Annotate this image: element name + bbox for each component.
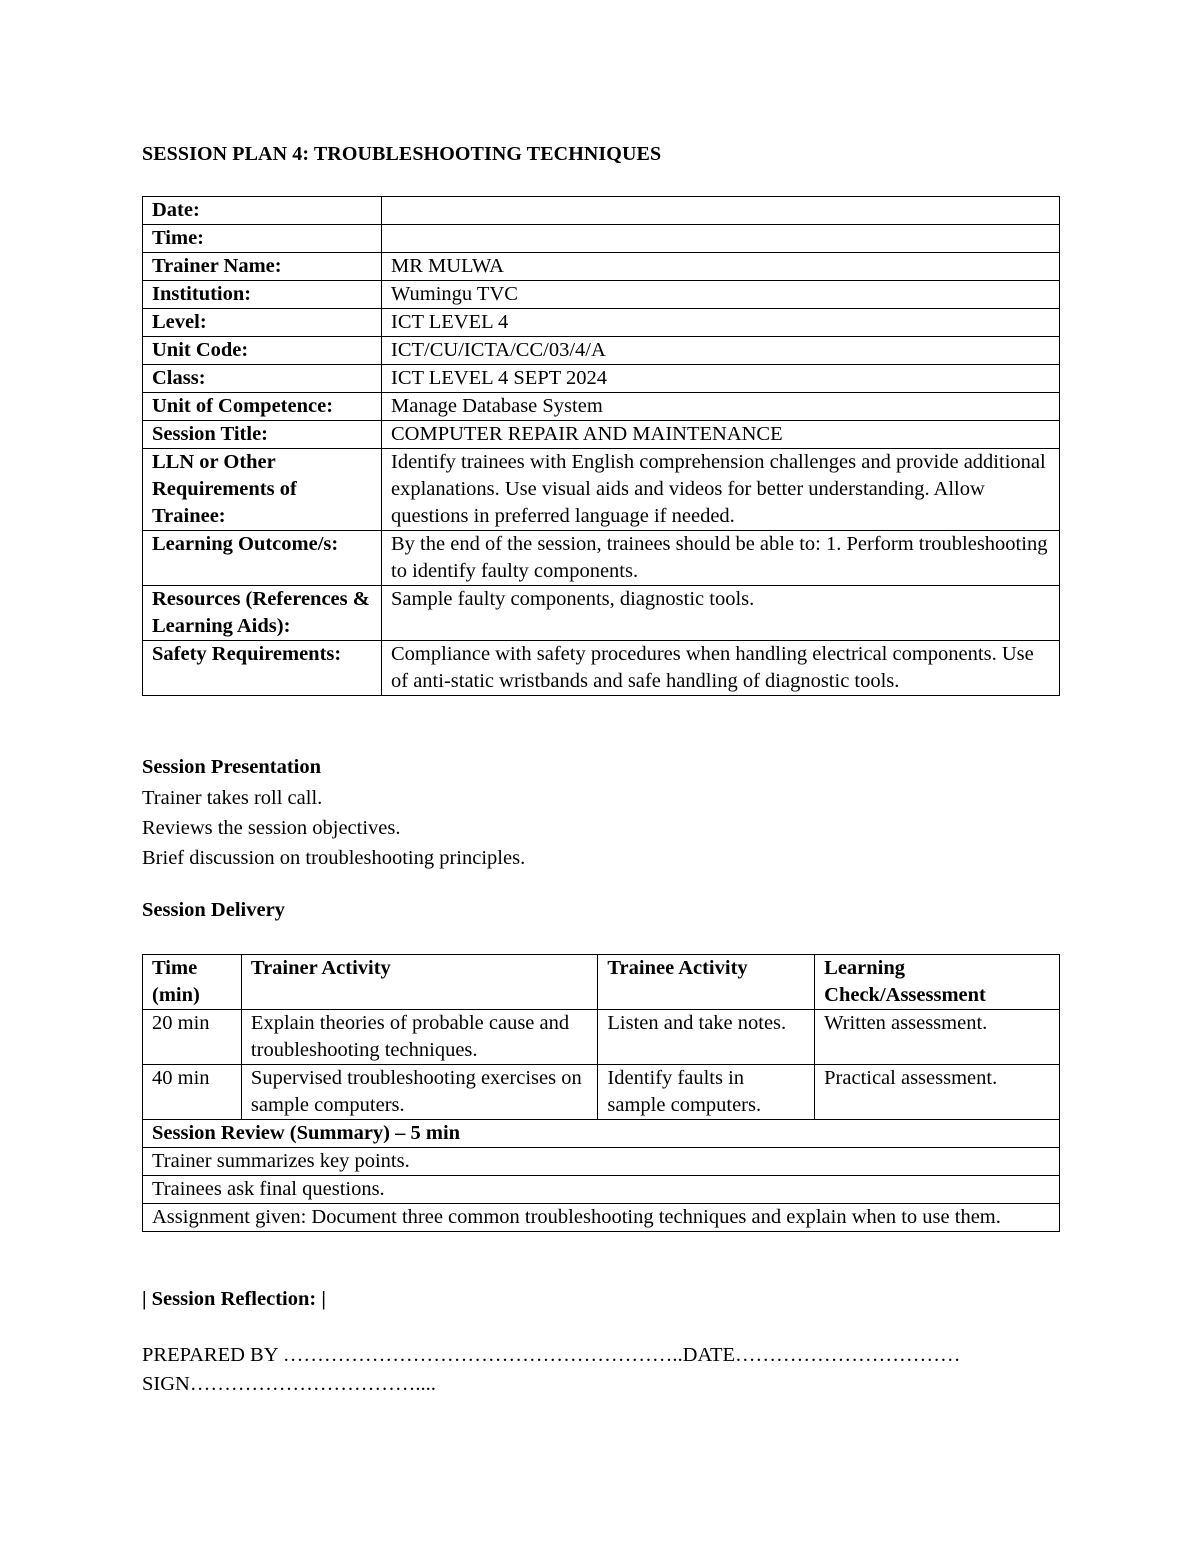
- delivery-header-row: [143, 955, 1060, 1010]
- review-row: [143, 1204, 1060, 1232]
- info-row-institution: [143, 281, 1060, 309]
- info-label: Learning Outcome/s:: [143, 531, 382, 586]
- cell-trainee-activity: Identify faults in sample computers.: [598, 1065, 815, 1120]
- column-header-time: Time (min): [143, 955, 242, 1010]
- review-line: Trainees ask final questions.: [143, 1176, 1060, 1204]
- session-delivery-heading: Session Delivery: [142, 899, 285, 921]
- info-row-date: [143, 197, 1060, 225]
- info-row-lln-requirements: [143, 449, 1060, 531]
- assignment-line: Assignment given: Document three common troubleshooting techniques and explain when to use them.: [143, 1204, 1060, 1232]
- review-row: [143, 1176, 1060, 1204]
- info-label: Class:: [143, 365, 382, 393]
- info-row-class: [143, 365, 1060, 393]
- column-header-learning-check: Learning Check/Assessment: [815, 955, 1060, 1010]
- info-row-resources: [143, 586, 1060, 641]
- info-label: Level:: [143, 309, 382, 337]
- info-row-learning-outcomes: [143, 531, 1060, 586]
- info-value: [382, 225, 1060, 253]
- info-row-safety-requirements: [143, 641, 1060, 696]
- info-value: Sample faulty components, diagnostic tools.: [382, 586, 1060, 641]
- info-label: Date:: [143, 197, 382, 225]
- cell-learning-check: Written assessment.: [815, 1010, 1060, 1065]
- table-row: [143, 1065, 1060, 1120]
- info-label: Institution:: [143, 281, 382, 309]
- page-title: SESSION PLAN 4: TROUBLESHOOTING TECHNIQUES: [142, 143, 662, 165]
- prepared-by-signature-line: PREPARED BY …………………………………………………..DATE…………………………… SIGN……………………………....: [142, 1344, 961, 1395]
- info-label: Session Title:: [143, 421, 382, 449]
- info-value: ICT LEVEL 4: [382, 309, 1060, 337]
- info-label: Trainer Name:: [143, 253, 382, 281]
- info-row-level: [143, 309, 1060, 337]
- info-value: ICT LEVEL 4 SEPT 2024: [382, 365, 1060, 393]
- presentation-line: Trainer takes roll call.: [142, 787, 323, 809]
- presentation-line: Brief discussion on troubleshooting principles.: [142, 847, 526, 869]
- cell-time: 40 min: [143, 1065, 242, 1120]
- session-presentation-body: [142, 783, 525, 873]
- info-label: Safety Requirements:: [143, 641, 382, 696]
- info-row-trainer-name: [143, 253, 1060, 281]
- session-review-heading: Session Review (Summary) – 5 min: [143, 1120, 1060, 1148]
- info-label: Time:: [143, 225, 382, 253]
- info-value: ICT/CU/ICTA/CC/03/4/A: [382, 337, 1060, 365]
- info-label: Unit of Competence:: [143, 393, 382, 421]
- review-line: Trainer summarizes key points.: [143, 1148, 1060, 1176]
- session-presentation-heading: Session Presentation: [142, 756, 322, 778]
- info-row-unit-code: [143, 337, 1060, 365]
- info-row-time: [143, 225, 1060, 253]
- column-header-trainee-activity: Trainee Activity: [598, 955, 815, 1010]
- info-value: Manage Database System: [382, 393, 1060, 421]
- session-delivery-table: [142, 954, 1060, 1232]
- info-value: MR MULWA: [382, 253, 1060, 281]
- cell-trainer-activity: Explain theories of probable cause and troubleshooting techniques.: [241, 1010, 597, 1065]
- presentation-line: Reviews the session objectives.: [142, 817, 401, 839]
- info-value: Compliance with safety procedures when handling electrical components. Use of anti-static wristbands and safe handling of diagnostic tools.: [382, 641, 1060, 696]
- cell-trainer-activity: Supervised troubleshooting exercises on sample computers.: [241, 1065, 597, 1120]
- session-info-table: [142, 196, 1060, 696]
- review-row: [143, 1148, 1060, 1176]
- info-value: Wumingu TVC: [382, 281, 1060, 309]
- info-label: Resources (References & Learning Aids):: [143, 586, 382, 641]
- table-row: [143, 1010, 1060, 1065]
- session-reflection: | Session Reflection: |: [142, 1288, 326, 1310]
- info-value: By the end of the session, trainees should be able to: 1. Perform troubleshooting to identify faulty components.: [382, 531, 1060, 586]
- column-header-trainer-activity: Trainer Activity: [241, 955, 597, 1010]
- info-label: LLN or Other Requirements of Trainee:: [143, 449, 382, 531]
- info-value: [382, 197, 1060, 225]
- info-value: COMPUTER REPAIR AND MAINTENANCE: [382, 421, 1060, 449]
- cell-trainee-activity: Listen and take notes.: [598, 1010, 815, 1065]
- cell-time: 20 min: [143, 1010, 242, 1065]
- info-value: Identify trainees with English comprehension challenges and provide additional explanations. Use visual aids and videos for better understanding. Allow questions in preferred language if needed.: [382, 449, 1060, 531]
- info-row-session-title: [143, 421, 1060, 449]
- cell-learning-check: Practical assessment.: [815, 1065, 1060, 1120]
- info-row-unit-of-competence: [143, 393, 1060, 421]
- info-label: Unit Code:: [143, 337, 382, 365]
- review-heading-row: [143, 1120, 1060, 1148]
